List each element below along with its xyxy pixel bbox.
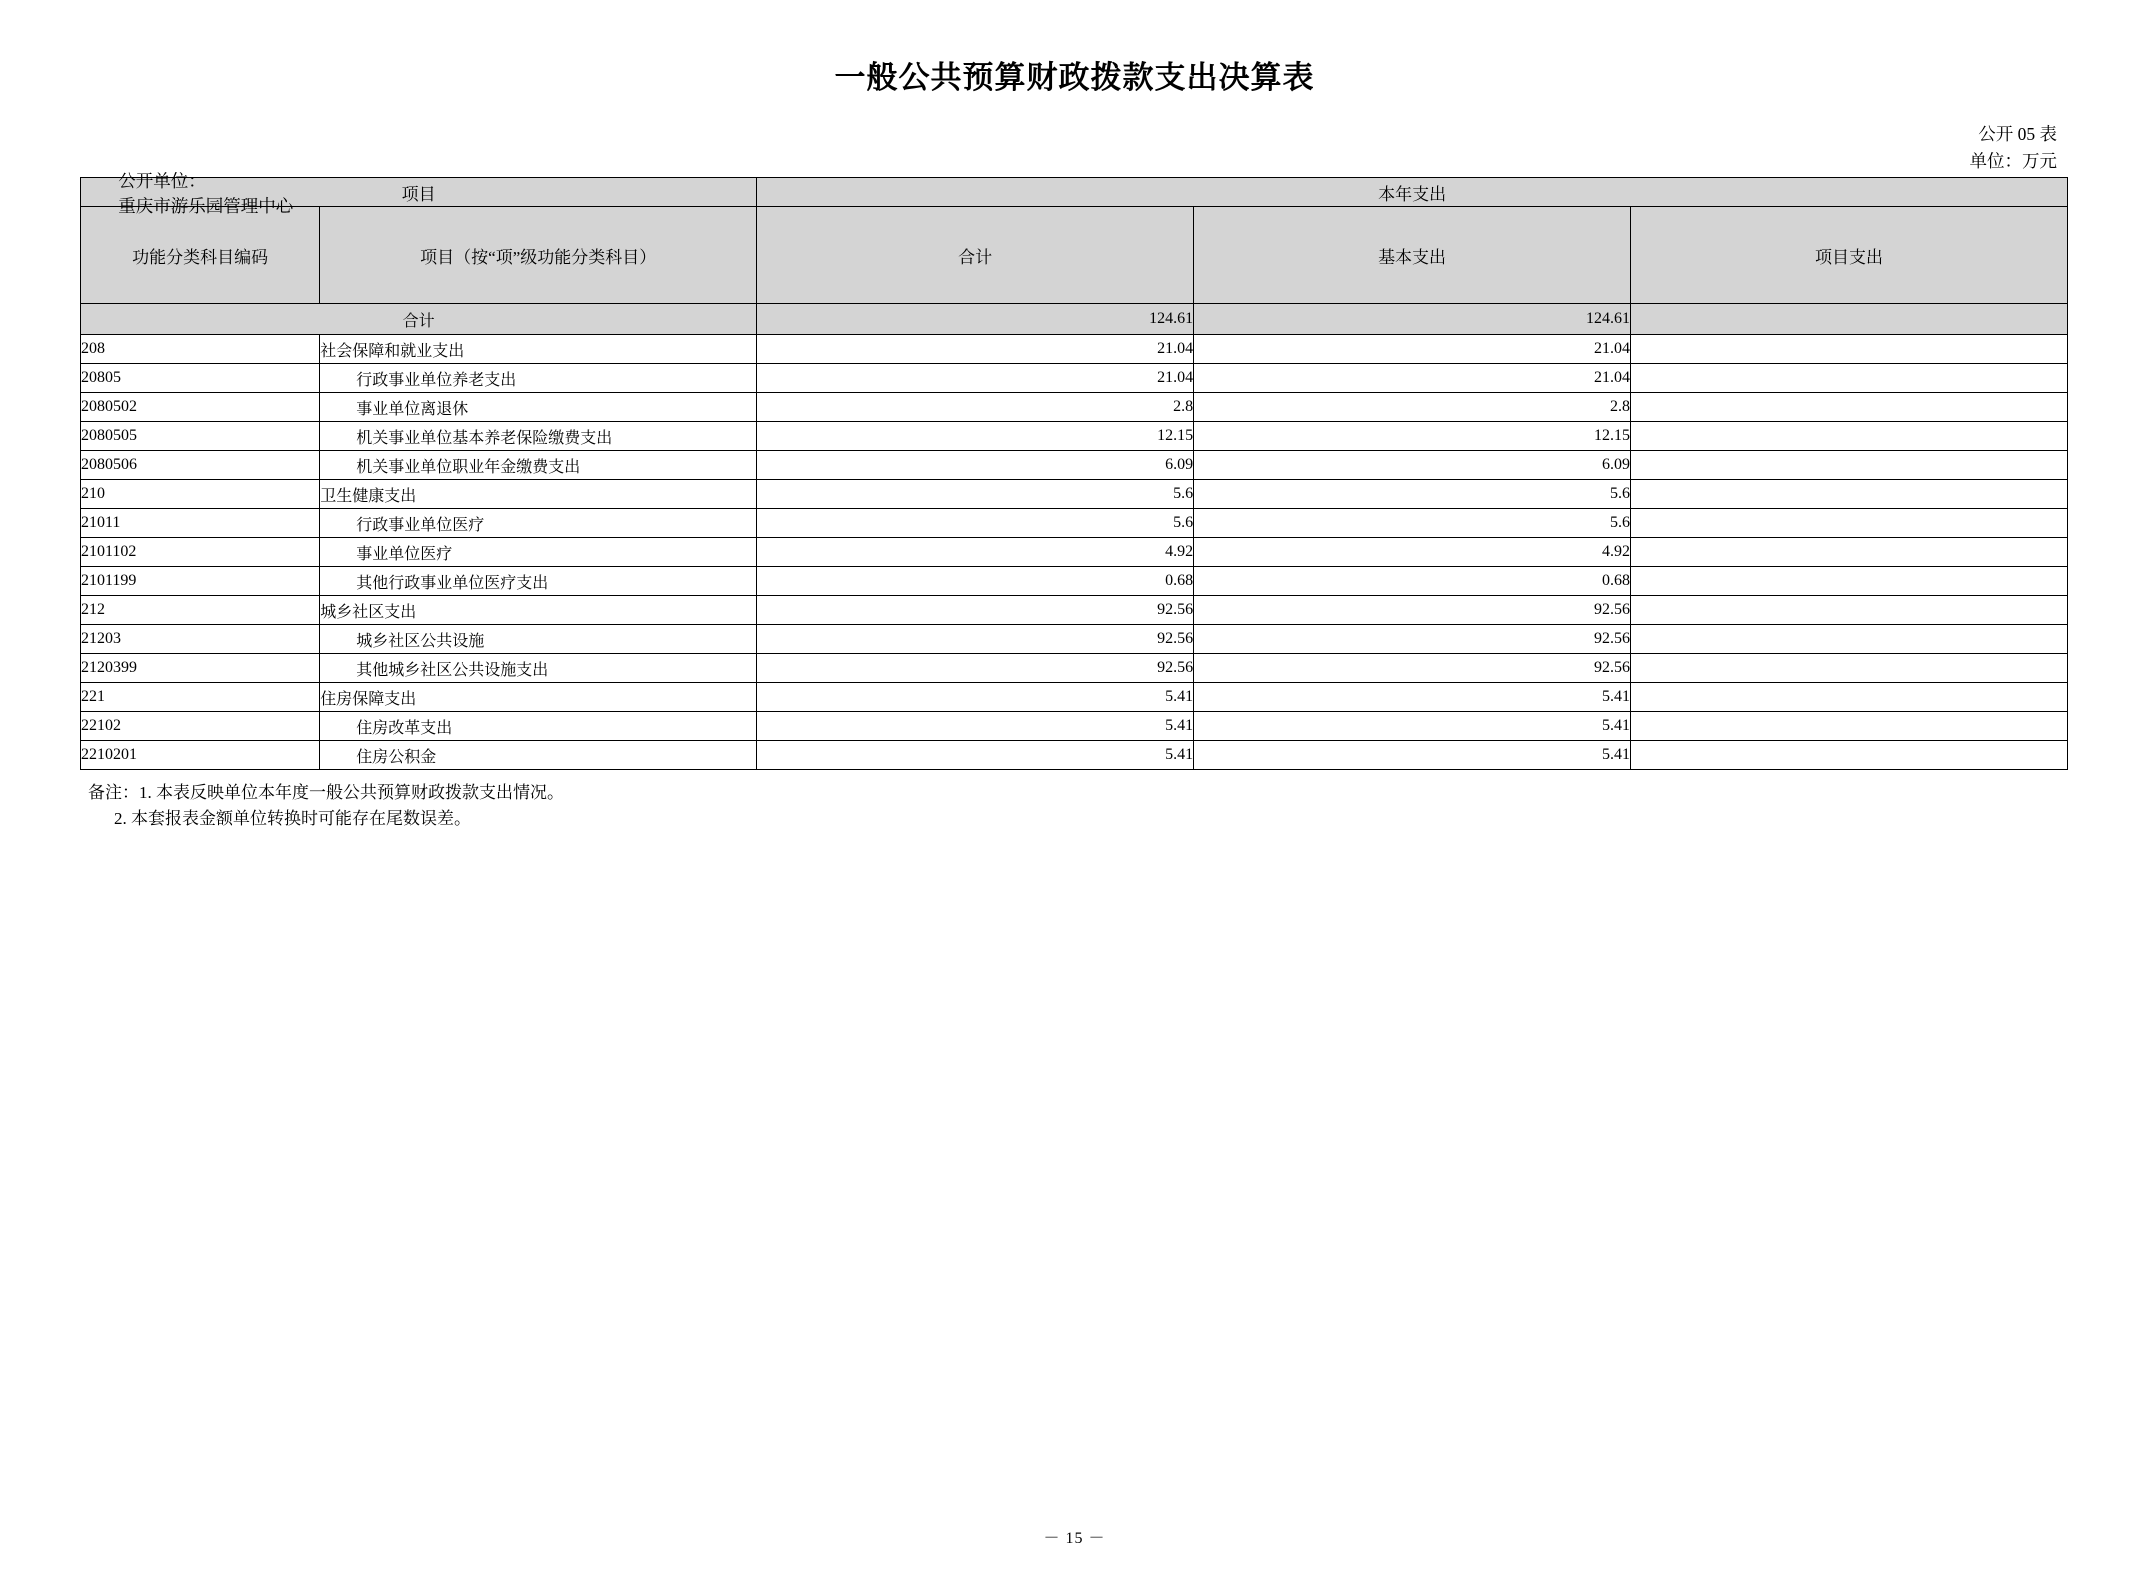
row-basic: 4.92 xyxy=(1194,538,1631,567)
header-col-name: 项目（按“项”级功能分类科目） xyxy=(320,207,757,304)
row-project xyxy=(1631,335,2068,364)
table-row xyxy=(81,625,2068,654)
row-name: 城乡社区公共设施 xyxy=(320,625,757,654)
row-code: 2080502 xyxy=(81,393,320,422)
table-header-group-row xyxy=(81,178,2068,207)
row-name: 事业单位离退休 xyxy=(320,393,757,422)
row-total: 92.56 xyxy=(757,596,1194,625)
table-row xyxy=(81,393,2068,422)
row-project xyxy=(1631,480,2068,509)
form-number: 公开 05 表 xyxy=(1978,124,2057,144)
page-title: 一般公共预算财政拨款支出决算表 xyxy=(834,60,1315,95)
row-code: 2080505 xyxy=(81,422,320,451)
table-header xyxy=(81,178,2068,304)
row-basic: 5.6 xyxy=(1194,509,1631,538)
table-row xyxy=(81,480,2068,509)
row-project xyxy=(1631,393,2068,422)
page-number: － 15 － xyxy=(1043,1530,1106,1547)
row-basic: 92.56 xyxy=(1194,625,1631,654)
row-project xyxy=(1631,596,2068,625)
row-basic: 6.09 xyxy=(1194,451,1631,480)
header-col-basic: 基本支出 xyxy=(1194,207,1631,304)
total-amount-basic: 124.61 xyxy=(1194,304,1631,335)
row-total: 5.41 xyxy=(757,683,1194,712)
row-total: 5.41 xyxy=(757,741,1194,770)
organization-label: 公开单位： xyxy=(118,171,206,191)
row-code: 221 xyxy=(81,683,320,712)
row-total: 2.8 xyxy=(757,393,1194,422)
currency-unit-note: 单位：万元 xyxy=(1969,151,2057,171)
row-total: 5.6 xyxy=(757,509,1194,538)
row-name: 其他城乡社区公共设施支出 xyxy=(320,654,757,683)
row-code: 20805 xyxy=(81,364,320,393)
row-total: 5.6 xyxy=(757,480,1194,509)
table-row xyxy=(81,712,2068,741)
row-code: 21203 xyxy=(81,625,320,654)
row-total: 21.04 xyxy=(757,364,1194,393)
row-total: 21.04 xyxy=(757,335,1194,364)
table-header-column-row xyxy=(81,207,2068,304)
header-col-code: 功能分类科目编码 xyxy=(81,207,320,304)
table-row xyxy=(81,509,2068,538)
row-name: 社会保障和就业支出 xyxy=(320,335,757,364)
row-code: 208 xyxy=(81,335,320,364)
row-basic: 5.41 xyxy=(1194,712,1631,741)
row-project xyxy=(1631,422,2068,451)
row-name: 机关事业单位职业年金缴费支出 xyxy=(320,451,757,480)
table-row xyxy=(81,335,2068,364)
row-code: 21011 xyxy=(81,509,320,538)
row-project xyxy=(1631,625,2068,654)
table-row xyxy=(81,741,2068,770)
total-amount-project xyxy=(1631,304,2068,335)
row-project xyxy=(1631,538,2068,567)
row-name: 其他行政事业单位医疗支出 xyxy=(320,567,757,596)
header-col-total: 合计 xyxy=(757,207,1194,304)
row-total: 12.15 xyxy=(757,422,1194,451)
row-project xyxy=(1631,683,2068,712)
header-group-year-expense: 本年支出 xyxy=(757,178,2068,207)
row-basic: 2.8 xyxy=(1194,393,1631,422)
row-basic: 92.56 xyxy=(1194,654,1631,683)
row-total: 92.56 xyxy=(757,654,1194,683)
organization-name: 重庆市游乐园管理中心 xyxy=(118,196,294,216)
row-total: 92.56 xyxy=(757,625,1194,654)
row-code: 210 xyxy=(81,480,320,509)
row-code: 2120399 xyxy=(81,654,320,683)
row-name: 行政事业单位医疗 xyxy=(320,509,757,538)
row-code: 212 xyxy=(81,596,320,625)
row-basic: 21.04 xyxy=(1194,335,1631,364)
header-col-project: 项目支出 xyxy=(1631,207,2068,304)
row-name: 住房改革支出 xyxy=(320,712,757,741)
table-row xyxy=(81,683,2068,712)
row-project xyxy=(1631,654,2068,683)
table-row xyxy=(81,422,2068,451)
row-name: 行政事业单位养老支出 xyxy=(320,364,757,393)
row-basic: 5.41 xyxy=(1194,741,1631,770)
row-basic: 12.15 xyxy=(1194,422,1631,451)
row-total: 6.09 xyxy=(757,451,1194,480)
table-row xyxy=(81,364,2068,393)
row-basic: 92.56 xyxy=(1194,596,1631,625)
table-row xyxy=(81,451,2068,480)
table-notes xyxy=(88,780,2149,833)
row-name: 住房保障支出 xyxy=(320,683,757,712)
row-project xyxy=(1631,451,2068,480)
row-project xyxy=(1631,712,2068,741)
row-name: 卫生健康支出 xyxy=(320,480,757,509)
row-code: 2080506 xyxy=(81,451,320,480)
row-project xyxy=(1631,741,2068,770)
row-code: 2101102 xyxy=(81,538,320,567)
header-group-item: 项目 xyxy=(81,178,757,207)
row-code: 22102 xyxy=(81,712,320,741)
budget-expenditure-table xyxy=(80,177,2068,770)
row-code: 2101199 xyxy=(81,567,320,596)
total-amount-total: 124.61 xyxy=(757,304,1194,335)
row-total: 0.68 xyxy=(757,567,1194,596)
row-basic: 0.68 xyxy=(1194,567,1631,596)
row-code: 2210201 xyxy=(81,741,320,770)
table-row-total xyxy=(81,304,2068,335)
row-name: 机关事业单位基本养老保险缴费支出 xyxy=(320,422,757,451)
table-row xyxy=(81,538,2068,567)
total-label: 合计 xyxy=(81,304,757,335)
row-project xyxy=(1631,509,2068,538)
table-row xyxy=(81,654,2068,683)
row-name: 城乡社区支出 xyxy=(320,596,757,625)
table-body xyxy=(81,304,2068,770)
row-project xyxy=(1631,567,2068,596)
row-total: 4.92 xyxy=(757,538,1194,567)
row-total: 5.41 xyxy=(757,712,1194,741)
note-line-1: 备注：1. 本表反映单位本年度一般公共预算财政拨款支出情况。 xyxy=(88,783,564,802)
organization-line xyxy=(92,147,293,239)
table-row xyxy=(81,596,2068,625)
row-project xyxy=(1631,364,2068,393)
row-basic: 5.6 xyxy=(1194,480,1631,509)
row-basic: 21.04 xyxy=(1194,364,1631,393)
document-page xyxy=(0,52,2149,1572)
note-line-2: 2. 本套报表金额单位转换时可能存在尾数误差。 xyxy=(114,809,471,829)
table-row xyxy=(81,567,2068,596)
row-basic: 5.41 xyxy=(1194,683,1631,712)
row-name: 事业单位医疗 xyxy=(320,538,757,567)
row-name: 住房公积金 xyxy=(320,741,757,770)
